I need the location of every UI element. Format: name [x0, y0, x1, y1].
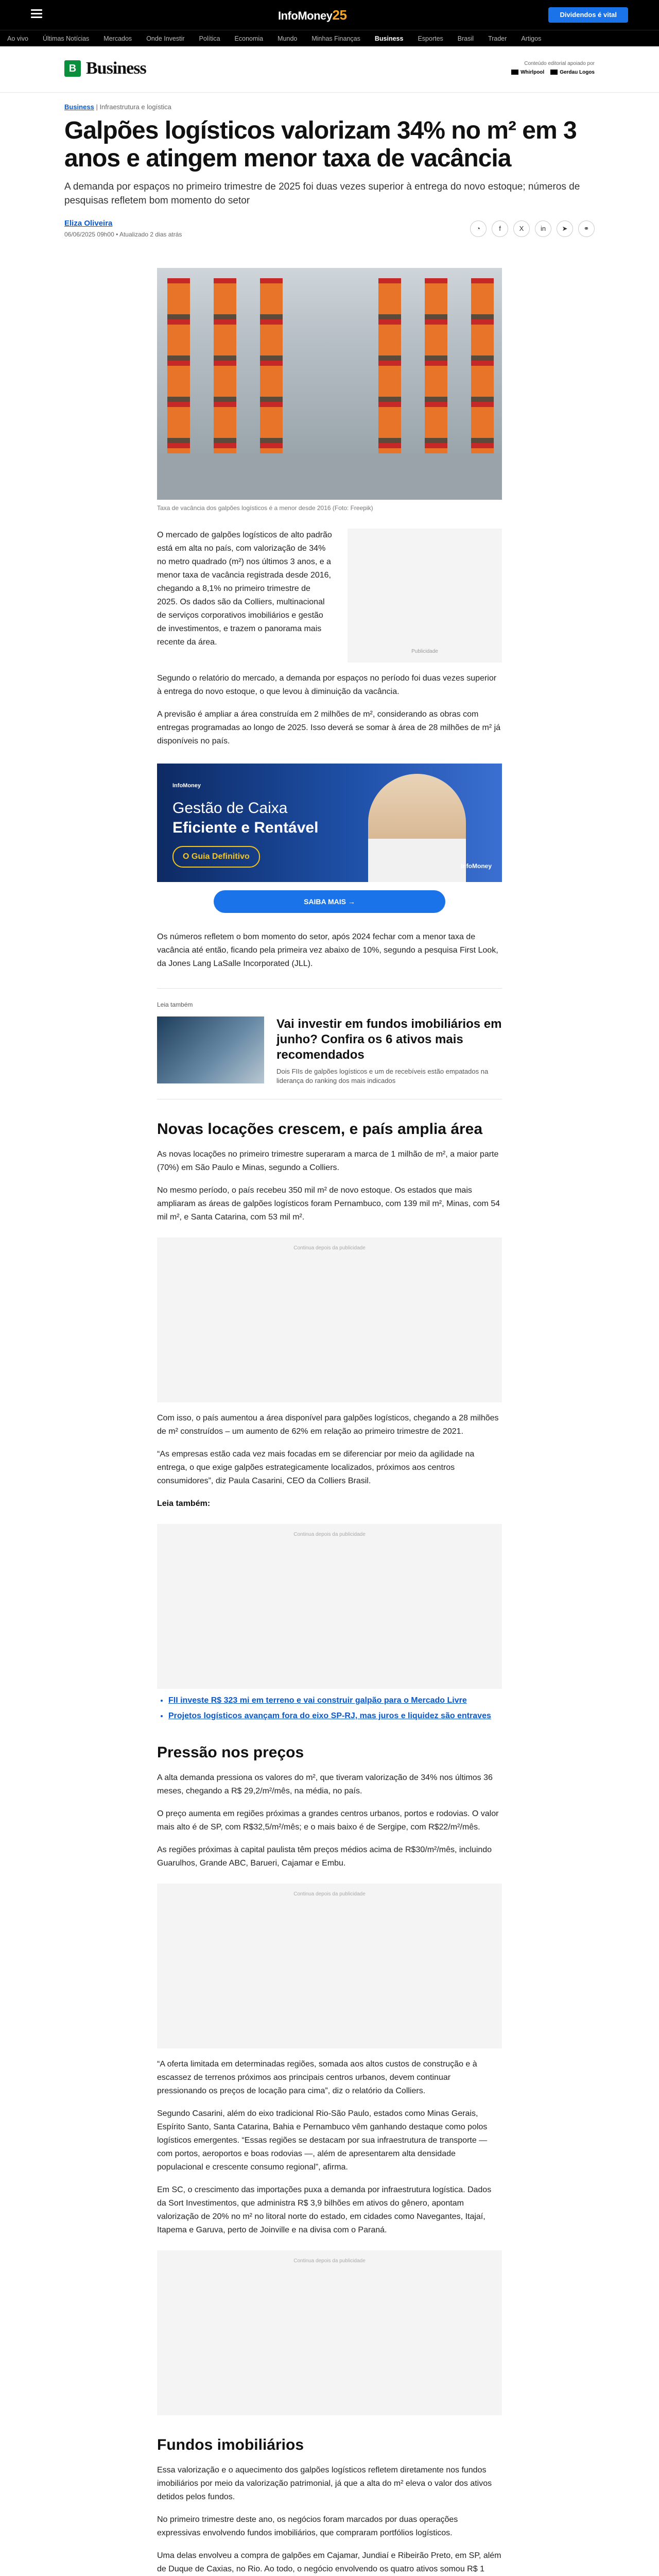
paragraph: Em SC, o crescimento das importações puxa a demanda por infraestrutura logística. Dados da Sort Investimentos, que administra R$ 3,9 bilhões em ativos do gênero, apontam valorização de 20% no m² no litoral norte do estado, em cidades como Navegantes, Itajaí, Itapema e Garuva, perto de Joinville e na divisa com o Paraná. [157, 2185, 492, 2234]
paragraph: Os números refletem o bom momento do setor, após 2024 fechar com a menor taxa de vacância até então, ficando pela primeira vez abaixo de 10%, segundo a pesquisa First Look, da Jones Lang LaSalle Incorporated (JLL). [157, 933, 498, 968]
paragraph: Essa valorização e o aquecimento dos galpões logísticos refletem diretamente nos fundos imobiliários por meio da valorização patrimonial, já que a alta do m² eleva o valor dos ativos detidos pelos fundos. [157, 2466, 492, 2501]
related-link[interactable]: • FII investe R$ 323 mi em terreno e vai construir galpão para o Mercado Livre [168, 1694, 502, 1707]
paragraph: Segundo Casarini, além do eixo tradicional Rio-São Paulo, estados como Minas Gerais, Espírito Santo, Santa Catarina, Bahia e Pernambuco vêm ganhando destaque como polos logísticos emergentes. “Essas regiões se destacam por sua infraestrutura de transporte — com portos, aeroportos e boas rodovias —, além de apresentarem alta densidade populacional e crescente consumo regional”, afirma. [157, 2109, 488, 2172]
publish-date: 06/06/2025 09h00 • Atualizado 2 dias atrás [64, 231, 182, 238]
promo-banner[interactable]: InfoMoney Gestão de Caixa Eficiente e Rentável O Guia Definitivo InfoMoney [157, 764, 502, 882]
paragraph: A previsão é ampliar a área construída em 2 milhões de m², considerando as obras com entregas programadas ao longo de 2025. Isso deverá se somar à área de 28 milhões de m² já disponíveis no país. [157, 710, 501, 745]
telegram-icon[interactable]: ➤ [557, 221, 573, 237]
paragraph: “A oferta limitada em determinadas regiões, somada aos altos custos de construção e à escassez de terrenos próximos aos principais centros urbanos, devem continuar pressionando os preços de locação para cima”, diz o relatório da Colliers. [157, 2060, 477, 2095]
sponsor-logo[interactable]: Whirlpool [511, 70, 544, 75]
linkedin-icon[interactable]: in [535, 221, 551, 237]
photo-caption: Taxa de vacância dos galpões logísticos é a menor desde 2016 (Foto: Freepik) [157, 504, 373, 512]
nav-item[interactable]: Business [368, 30, 411, 46]
read-also-label: Leia também [157, 1001, 193, 1008]
paragraph: A alta demanda pressiona os valores do m², que tiveram valorização de 34% nos últimos 36 meses, chegando a R$ 29,2/m²/mês, na média, no país. [157, 1773, 493, 1795]
ad-slot[interactable]: Publicidade [348, 529, 502, 663]
section-heading: Pressão nos preços [157, 1744, 304, 1761]
breadcrumb-section[interactable]: Infraestrutura e logística [99, 103, 171, 111]
nav-item[interactable]: Minhas Finanças [311, 35, 360, 42]
ad-slot[interactable]: Continua depois da publicidade [157, 2250, 502, 2415]
nav-item[interactable]: Ao vivo [7, 35, 28, 42]
cta-button[interactable]: Dividendos é vital [548, 7, 628, 23]
nav-item[interactable]: Últimas Notícias [43, 35, 90, 42]
nav-item[interactable]: Economia [234, 35, 264, 42]
section-heading: Fundos imobiliários [157, 2436, 304, 2453]
author-link[interactable]: Eliza Oliveira [64, 219, 113, 228]
paragraph: No mesmo período, o país recebeu 350 mil m² de novo estoque. Os estados que mais ampliaram as áreas de galpões logísticos foram Pernambuco, com 139 mil m², Minas, com 54 mil m², e Santa Catarina, com 53 mil m². [157, 1186, 500, 1222]
nav-item[interactable]: Artigos [521, 35, 542, 42]
nav-item[interactable]: Onde Investir [146, 35, 185, 42]
breadcrumb: Business | Infraestrutura e logística [64, 103, 171, 111]
ad-slot[interactable]: Continua depois da publicidade [157, 1524, 502, 1689]
read-also-title[interactable]: Vai investir em fundos imobiliários em junho? Confira os 6 ativos mais recomendados [276, 1017, 502, 1062]
top-bar [0, 0, 659, 30]
nav-item[interactable]: Esportes [418, 35, 443, 42]
read-also-description: Dois FIIs de galpões logísticos e um de recebíveis estão empatados na liderança do ranking dos mais indicados [276, 1067, 489, 1084]
paragraph: Com isso, o país aumentou a área disponível para galpões logísticos, chegando a 28 milhões de m² construídos – um aumento de 62% em relação ao primeiro trimestre de 2021. [157, 1414, 499, 1436]
section-heading: Novas locações crescem, e país amplia área [157, 1121, 483, 1138]
paragraph: As novas locações no primeiro trimestre superaram a marca de 1 milhão de m², a maior parte (70%) em São Paulo e Minas, segundo a Colliers. [157, 1150, 499, 1172]
nav-item[interactable]: Trader [488, 35, 507, 42]
sponsor-label: Conteúdo editorial apoiado por [524, 61, 595, 66]
paragraph: O mercado de galpões logísticos de alto padrão está em alta no país, com valorização de 34% no metro quadrado (m²) nos últimos 3 anos, e a menor taxa de vacância registrada desde 2016, chegando a 8,1% no primeiro trimestre de 2025. Os dados são da Colliers, multinacional de serviços corporativos imobiliários e gestão de investimentos, e trazem o panorama mais recente da área. [157, 531, 332, 647]
nav-item[interactable]: Mercados [103, 35, 132, 42]
subtitle: A demanda por espaços no primeiro trimestre de 2025 foi duas vezes superior à entrega do novo estoque; números de pesquisas refletem bom momento do setor [64, 181, 580, 206]
paragraph: As regiões próximas à capital paulista têm preços médios acima de R$30/m²/mês, incluindo Guarulhos, Grande ABC, Barueri, Cajamar e Embu. [157, 1845, 492, 1868]
x-icon[interactable]: X [513, 221, 530, 237]
paragraph: “As empresas estão cada vez mais focadas em se diferenciar por meio da agilidade na entrega, o que exige galpões estrategicamente localizados, próximos aos centros consumidores”, diz Paula Casarini, CEO da Colliers Brasil. [157, 1450, 475, 1485]
sponsor-block [511, 61, 595, 75]
article-photo [157, 268, 502, 500]
read-also-thumbnail[interactable] [157, 1016, 264, 1083]
ad-slot[interactable]: Continua depois da publicidade [157, 1238, 502, 1402]
nav-item[interactable]: Mundo [278, 35, 298, 42]
business-mark-icon: B [64, 60, 81, 77]
paragraph: No primeiro trimestre deste ano, os negócios foram marcados por duas operações expressivas envolvendo fundos imobiliários, que compraram portfólios logísticos. [157, 2515, 458, 2537]
facebook-icon[interactable]: f [492, 221, 508, 237]
breadcrumb-category[interactable]: Business [64, 103, 94, 111]
nav-item[interactable]: Brasil [457, 35, 474, 42]
menu-icon[interactable] [31, 9, 42, 19]
related-link[interactable]: • Projetos logísticos avançam fora do eixo SP-RJ, mas juros e liquidez são entraves [168, 1709, 502, 1723]
section-nav [0, 30, 659, 46]
section-header [0, 46, 659, 93]
business-brand[interactable] [64, 59, 146, 78]
paragraph: Uma delas envolveu a compra de galpões em Cajamar, Jundiaí e Ribeirão Preto, em SP, além de Duque de Caxias, no Rio. Ao todo, o negócio envolvendo os quatro ativos somou R$ 1 [157, 2551, 501, 2573]
paragraph: Segundo o relatório do mercado, a demanda por espaços no período foi duas vezes superior à entrega do novo estoque, o que levou à diminuição da vacância. [157, 674, 497, 696]
paragraph: O preço aumenta em regiões próximas a grandes centros urbanos, portos e rodovias. O valor mais alto é de SP, com R$32,5/m²/mês; e o mais baixo é de Sergipe, com R$22/m²/mês. [157, 1809, 499, 1832]
business-title: Business [86, 59, 146, 78]
banner-button[interactable]: SAIBA MAIS → [214, 890, 445, 913]
whatsapp-icon[interactable]: ◔ [470, 221, 487, 237]
site-logo[interactable]: InfoMoney25 [278, 7, 347, 23]
ad-slot[interactable]: Continua depois da publicidade [157, 1884, 502, 2048]
share-bar [470, 221, 595, 237]
related-label: Leia também: [157, 1499, 211, 1508]
link-icon[interactable]: ⚭ [578, 221, 595, 237]
article-body [157, 268, 502, 2576]
sponsor-logo[interactable]: Gerdau Logos [550, 70, 595, 75]
related-links [157, 1694, 502, 1723]
banner-photo [368, 774, 466, 882]
read-also-card[interactable] [157, 1016, 502, 1086]
headline: Galpões logísticos valorizam 34% no m² em 3 anos e atingem menor taxa de vacância [64, 117, 577, 172]
article-header [64, 103, 595, 238]
nav-item[interactable]: Política [199, 35, 220, 42]
